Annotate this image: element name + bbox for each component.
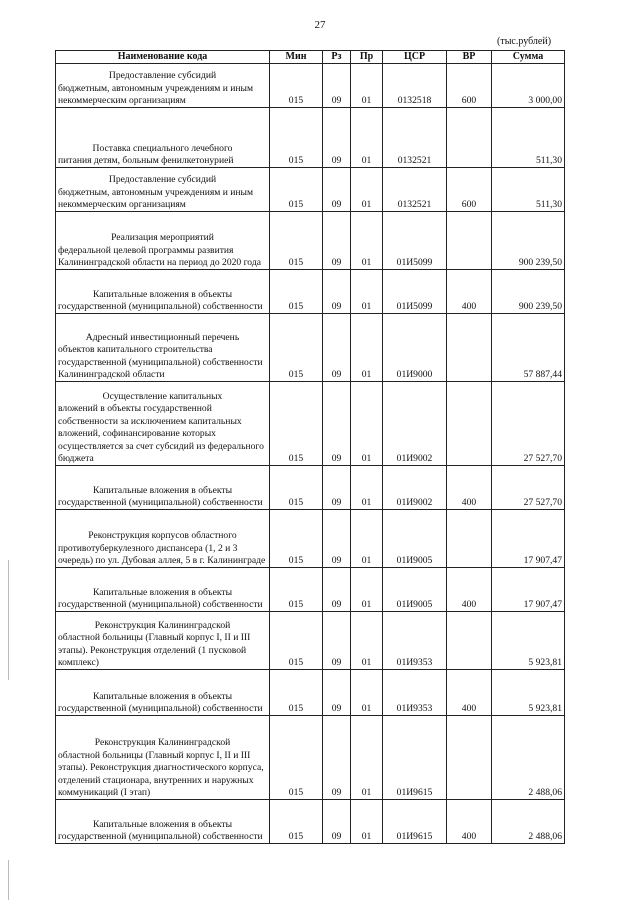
row-pr-cell: 01 (351, 108, 383, 168)
col-header-csr: ЦСР (383, 51, 447, 64)
row-pr-cell: 01 (351, 800, 383, 844)
row-csr-cell: 01И9005 (383, 568, 447, 612)
page-number: 27 (314, 19, 326, 31)
row-rz-cell: 09 (323, 568, 351, 612)
row-name-first-line: Капитальные вложения в объекты (92, 288, 233, 300)
row-rz-cell: 09 (323, 64, 351, 108)
row-rz-cell: 09 (323, 270, 351, 314)
row-name-rest: питания детям, больным фенилкетонурией (58, 155, 234, 166)
row-name-cell (56, 568, 270, 612)
row-name-first-line: Поставка специального лечебного (92, 142, 233, 154)
row-pr-cell: 01 (351, 466, 383, 510)
row-vr-cell (447, 314, 492, 382)
row-name-cell (56, 800, 270, 844)
col-header-min: Мин (270, 51, 323, 64)
row-pr-cell: 01 (351, 212, 383, 270)
row-name-first-line: Реконструкция корпусов областного (88, 530, 237, 542)
row-sum-cell: 17 907,47 (492, 510, 565, 568)
table-row (56, 568, 565, 612)
row-rz-cell: 09 (323, 108, 351, 168)
row-csr-cell: 01И9002 (383, 466, 447, 510)
row-csr-cell: 01И9000 (383, 314, 447, 382)
row-sum-cell: 3 000,00 (492, 64, 565, 108)
row-pr-cell: 01 (351, 716, 383, 800)
col-header-vr: ВР (447, 51, 492, 64)
row-name-first-line: Реконструкция Калининградской (94, 737, 231, 749)
row-name-cell (56, 466, 270, 510)
budget-table (55, 50, 565, 844)
row-name-cell (56, 382, 270, 466)
row-min-cell: 015 (270, 314, 323, 382)
row-name-first-line: Предоставление субсидий (108, 70, 217, 82)
row-sum-cell: 511,30 (492, 168, 565, 212)
row-min-cell: 015 (270, 466, 323, 510)
row-vr-cell: 400 (447, 466, 492, 510)
scan-edge-mark (8, 860, 9, 900)
row-name-first-line: Капитальные вложения в объекты (92, 484, 233, 496)
row-csr-cell: 01И9002 (383, 382, 447, 466)
row-name-first-line: Реализация мероприятий (111, 232, 214, 244)
row-rz-cell: 09 (323, 612, 351, 670)
col-header-pr: Пр (351, 51, 383, 64)
row-rz-cell: 09 (323, 670, 351, 716)
row-csr-cell: 01И9353 (383, 612, 447, 670)
row-name-rest: противотуберкулезного диспансера (1, 2 и 3 очередь) по ул. Дубовая аллея, 5 в г. Калининграде (58, 542, 266, 566)
row-csr-cell: 0132521 (383, 108, 447, 168)
row-name-rest: государственной (муниципальной) собственности (58, 831, 263, 842)
col-header-rz: Рз (323, 51, 351, 64)
table-row (56, 270, 565, 314)
row-vr-cell (447, 108, 492, 168)
row-pr-cell: 01 (351, 168, 383, 212)
row-name-rest: государственной (муниципальной) собственности (58, 301, 263, 312)
row-sum-cell: 27 527,70 (492, 466, 565, 510)
row-name-first-line: Капитальные вложения в объекты (92, 586, 233, 598)
row-rz-cell: 09 (323, 466, 351, 510)
row-csr-cell: 01И9615 (383, 800, 447, 844)
row-vr-cell: 600 (447, 64, 492, 108)
row-sum-cell: 57 887,44 (492, 314, 565, 382)
row-name-rest: объектов капитального строительства государственной (муниципальной) собственности Калининградской области (58, 344, 263, 380)
row-name-rest: государственной (муниципальной) собственности (58, 497, 263, 508)
row-vr-cell (447, 612, 492, 670)
row-rz-cell: 09 (323, 800, 351, 844)
table-row (56, 800, 565, 844)
row-csr-cell: 0132521 (383, 168, 447, 212)
row-name-cell (56, 270, 270, 314)
row-name-rest: федеральной целевой программы развития Калининградской области на период до 2020 года (58, 244, 261, 268)
table-row (56, 466, 565, 510)
row-rz-cell: 09 (323, 716, 351, 800)
table-row (56, 212, 565, 270)
row-pr-cell: 01 (351, 670, 383, 716)
row-sum-cell: 27 527,70 (492, 382, 565, 466)
row-pr-cell: 01 (351, 510, 383, 568)
row-sum-cell: 5 923,81 (492, 612, 565, 670)
row-vr-cell: 400 (447, 568, 492, 612)
row-pr-cell: 01 (351, 612, 383, 670)
row-min-cell: 015 (270, 168, 323, 212)
row-min-cell: 015 (270, 212, 323, 270)
row-sum-cell: 900 239,50 (492, 270, 565, 314)
row-name-first-line: Реконструкция Калининградской (94, 619, 231, 631)
table-row (56, 314, 565, 382)
row-csr-cell: 01И5099 (383, 270, 447, 314)
row-pr-cell: 01 (351, 64, 383, 108)
table-row (56, 670, 565, 716)
row-sum-cell: 5 923,81 (492, 670, 565, 716)
row-min-cell: 015 (270, 670, 323, 716)
row-pr-cell: 01 (351, 382, 383, 466)
row-name-rest: областной больницы (Главный корпус I, II и III этапы). Реконструкция отделений (1 пусковой комплекс) (58, 632, 251, 668)
row-min-cell: 015 (270, 800, 323, 844)
row-vr-cell: 400 (447, 270, 492, 314)
row-rz-cell: 09 (323, 382, 351, 466)
row-name-cell (56, 64, 270, 108)
row-min-cell: 015 (270, 612, 323, 670)
row-name-first-line: Капитальные вложения в объекты (92, 818, 233, 830)
row-name-first-line: Осуществление капитальных (102, 390, 223, 402)
row-rz-cell: 09 (323, 510, 351, 568)
table-header-row (56, 51, 565, 64)
table-row (56, 612, 565, 670)
table-row (56, 108, 565, 168)
row-sum-cell: 2 488,06 (492, 716, 565, 800)
row-vr-cell: 600 (447, 168, 492, 212)
row-vr-cell (447, 382, 492, 466)
row-name-cell (56, 108, 270, 168)
row-sum-cell: 17 907,47 (492, 568, 565, 612)
row-vr-cell (447, 510, 492, 568)
row-csr-cell: 0132518 (383, 64, 447, 108)
row-min-cell: 015 (270, 510, 323, 568)
row-name-rest: государственной (муниципальной) собственности (58, 599, 263, 610)
table-row (56, 168, 565, 212)
unit-note: (тыс.рублей) (497, 36, 552, 47)
row-name-cell (56, 314, 270, 382)
row-csr-cell: 01И9353 (383, 670, 447, 716)
row-sum-cell: 2 488,06 (492, 800, 565, 844)
row-name-rest: государственной (муниципальной) собственности (58, 703, 263, 714)
row-min-cell: 015 (270, 382, 323, 466)
row-pr-cell: 01 (351, 314, 383, 382)
row-sum-cell: 900 239,50 (492, 212, 565, 270)
col-header-name: Наименование кода (56, 51, 270, 64)
table-row (56, 64, 565, 108)
row-name-cell (56, 670, 270, 716)
row-name-rest: бюджетным, автономным учреждениям и иным некоммерческим организациям (58, 82, 254, 106)
row-rz-cell: 09 (323, 168, 351, 212)
col-header-sum: Сумма (492, 51, 565, 64)
row-name-rest: вложений в объекты государственной собственности за исключением капитальных вложений, софинансирование которых осуществляется за счет субсидий из федерального бюджета (58, 403, 264, 464)
row-name-rest: областной больницы (Главный корпус I, II и III этапы). Реконструкция диагностического корпуса, отделений стационара, внутренних и наружных коммуникаций (I этап) (58, 749, 264, 798)
row-name-cell (56, 168, 270, 212)
row-name-cell (56, 716, 270, 800)
row-min-cell: 015 (270, 64, 323, 108)
table-row (56, 382, 565, 466)
row-name-rest: бюджетным, автономным учреждениям и иным некоммерческим организациям (58, 186, 254, 210)
row-sum-cell: 511,30 (492, 108, 565, 168)
row-vr-cell: 400 (447, 670, 492, 716)
row-pr-cell: 01 (351, 568, 383, 612)
row-name-first-line: Адресный инвестиционный перечень (85, 331, 240, 343)
row-csr-cell: 01И9005 (383, 510, 447, 568)
row-min-cell: 015 (270, 108, 323, 168)
row-rz-cell: 09 (323, 212, 351, 270)
row-csr-cell: 01И9615 (383, 716, 447, 800)
row-min-cell: 015 (270, 568, 323, 612)
row-min-cell: 015 (270, 716, 323, 800)
table-row (56, 510, 565, 568)
row-min-cell: 015 (270, 270, 323, 314)
row-name-cell (56, 612, 270, 670)
table-row (56, 716, 565, 800)
row-pr-cell: 01 (351, 270, 383, 314)
row-vr-cell: 400 (447, 800, 492, 844)
row-name-first-line: Предоставление субсидий (108, 174, 217, 186)
row-rz-cell: 09 (323, 314, 351, 382)
row-name-cell (56, 510, 270, 568)
scan-edge-mark (8, 560, 9, 680)
row-vr-cell (447, 716, 492, 800)
row-name-first-line: Капитальные вложения в объекты (92, 690, 233, 702)
row-name-cell (56, 212, 270, 270)
row-vr-cell (447, 212, 492, 270)
row-csr-cell: 01И5099 (383, 212, 447, 270)
